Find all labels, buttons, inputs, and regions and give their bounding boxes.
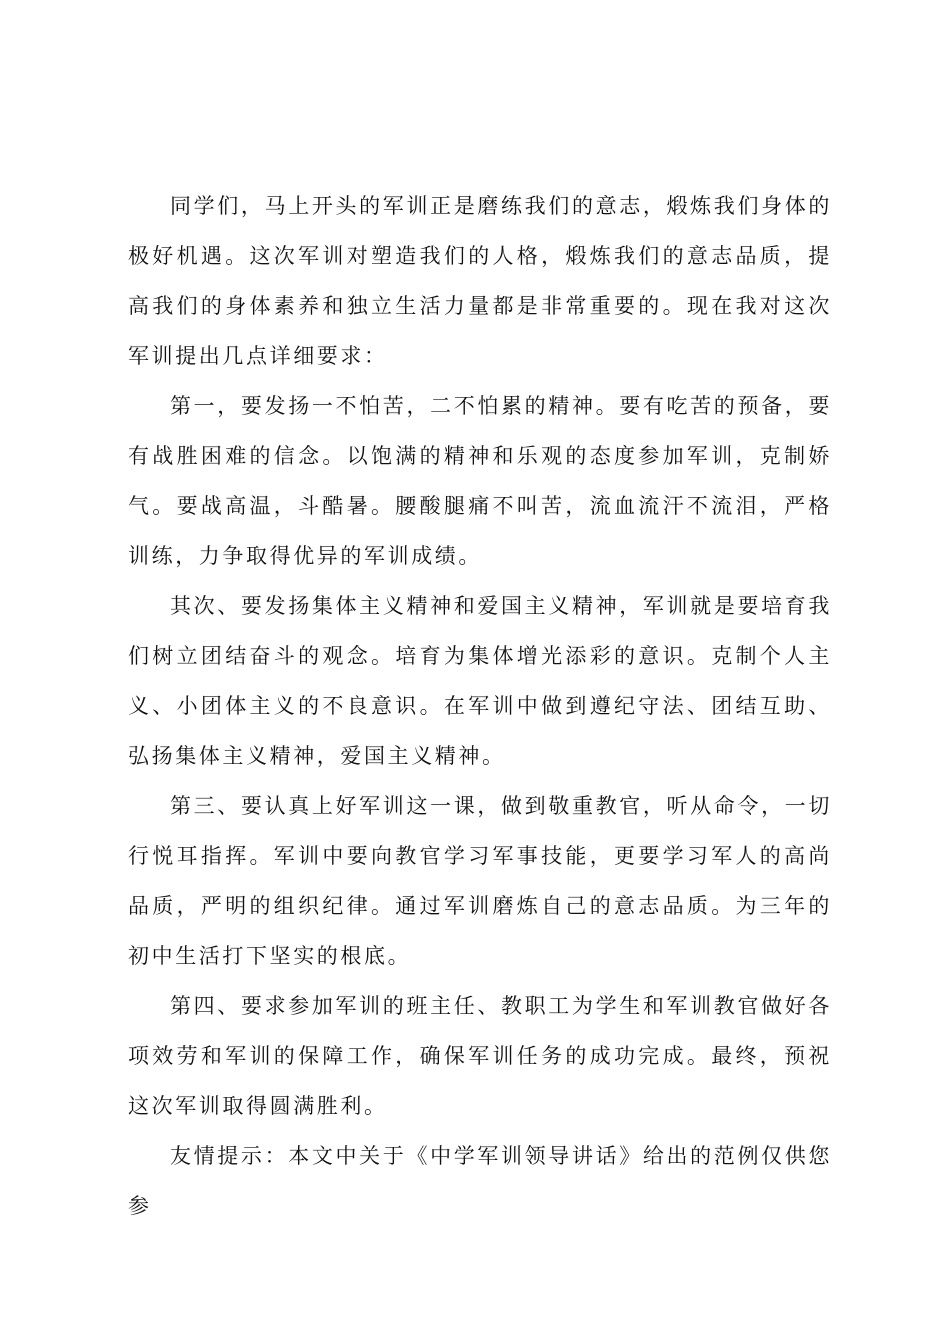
- document-body: [128, 181, 832, 1231]
- paragraph-fourth-requirement: 第四、要求参加军训的班主任、教职工为学生和军训教官做好各项效劳和军训的保障工作，确保军训任务的成功完成。最终，预祝这次军训取得圆满胜利。: [128, 994, 832, 1118]
- paragraph-third-requirement: 第三、要认真上好军训这一课，做到敬重教官，听从命令，一切行悦耳指挥。军训中要向教官学习军事技能，更要学习军人的高尚品质，严明的组织纪律。通过军训磨炼自己的意志品质。为三年的初中生活打下坚实的根底。: [128, 794, 832, 968]
- paragraph-friendly-tip: 友情提示：本文中关于《中学军训领导讲话》给出的范例仅供您参: [128, 1144, 832, 1218]
- paragraph-intro: 同学们，马上开头的军训正是磨练我们的意志，煅炼我们身体的极好机遇。这次军训对塑造我们的人格，煅炼我们的意志品质，提高我们的身体素养和独立生活力量都是非常重要的。现在我对这次军训提出几点详细要求：: [128, 194, 832, 368]
- paragraph-second-requirement: 其次、要发扬集体主义精神和爱国主义精神，军训就是要培育我们树立团结奋斗的观念。培育为集体增光添彩的意识。克制个人主义、小团体主义的不良意识。在军训中做到遵纪守法、团结互助、弘扬集体主义精神，爱国主义精神。: [128, 594, 832, 768]
- paragraph-first-requirement: 第一，要发扬一不怕苦，二不怕累的精神。要有吃苦的预备，要有战胜困难的信念。以饱满的精神和乐观的态度参加军训，克制娇气。要战高温，斗酷暑。腰酸腿痛不叫苦，流血流汗不流泪，严格训练，力争取得优异的军训成绩。: [128, 394, 832, 568]
